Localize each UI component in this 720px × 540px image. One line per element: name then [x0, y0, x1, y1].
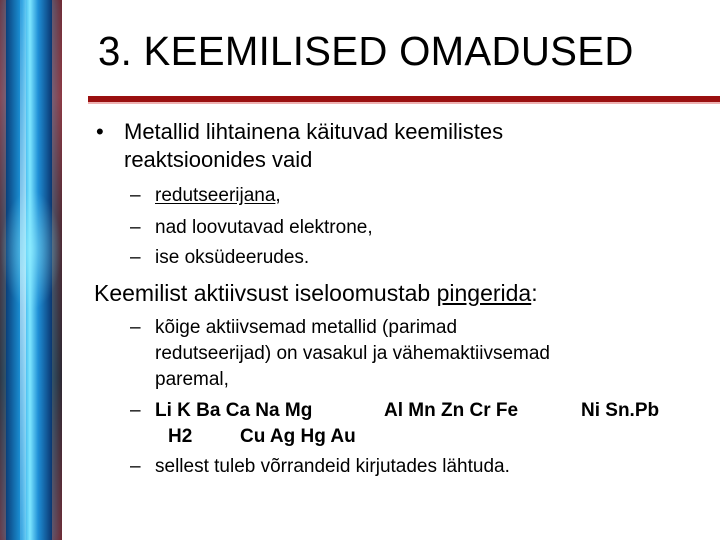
- metal-series-part-a: Li K Ba Ca Na Mg: [155, 400, 313, 421]
- paragraph-2-trail: :: [531, 280, 538, 306]
- paragraph-2-lead: Keemilist aktiivsust iseloomustab: [94, 280, 437, 306]
- slide-title: 3. KEEMILISED OMADUSED: [98, 28, 634, 74]
- dash-symbol: –: [130, 185, 141, 206]
- metal-series-h2: H2: [168, 426, 193, 447]
- metal-series-part-b: Al Mn Zn Cr Fe: [384, 400, 519, 421]
- subitem2-1-text-line2: redutseerijad) on vasakul ja vähemaktiivsemad: [155, 343, 550, 364]
- subitem2-3: [130, 455, 510, 479]
- subitem-2-text: nad loovutavad elektrone,: [155, 217, 373, 238]
- metal-series-noble: Cu Ag Hg Au: [240, 426, 356, 447]
- subitem2-2-line1: [130, 399, 312, 423]
- paragraph-2-underlined: pingerida: [436, 280, 532, 306]
- dash-symbol: –: [130, 400, 141, 421]
- subitem-1-rest: ,: [275, 185, 281, 206]
- subitem2-1-text-line3: paremal,: [155, 369, 229, 390]
- subitem2-1-text-line1: kõige aktiivsemad metallid (parimad: [155, 317, 458, 338]
- subitem2-3-text: sellest tuleb võrrandeid kirjutades lähtuda.: [155, 456, 510, 477]
- subitem-3: [130, 246, 309, 270]
- dash-symbol: –: [130, 247, 141, 268]
- paragraph-2: [94, 279, 538, 307]
- subitem-2: [130, 216, 373, 240]
- bullet-1-text-line1: Metallid lihtainena käituvad keemilistes: [124, 119, 504, 144]
- subitem-1-underlined: redutseerijana: [155, 185, 276, 206]
- dash-symbol: –: [130, 317, 141, 338]
- dash-symbol: –: [130, 456, 141, 477]
- subitem-1: [130, 184, 281, 208]
- dash-symbol: –: [130, 217, 141, 238]
- metal-series-part-c: Ni Sn.Pb: [581, 400, 660, 421]
- bullet-symbol: •: [96, 119, 104, 144]
- subitem2-1-line1: [130, 316, 457, 340]
- bullet-1: [96, 118, 503, 146]
- subitem-3-text: ise oksüdeerudes.: [155, 247, 310, 268]
- bullet-1-text-line2: reaktsioonides vaid: [124, 147, 313, 172]
